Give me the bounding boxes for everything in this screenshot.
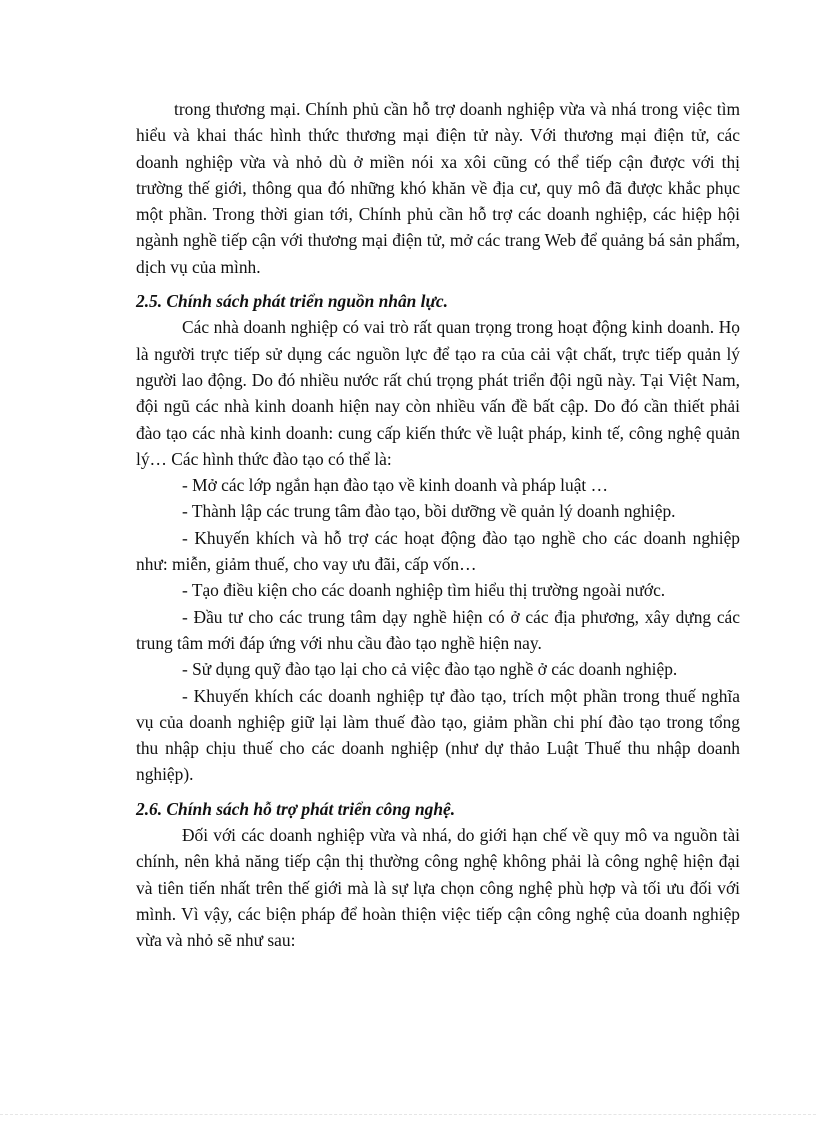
section-2-6-paragraph: Đối với các doanh nghiệp vừa và nhá, do giới hạn chế về quy mô va nguồn tài chính, nên khả năng tiếp cận thị thường công nghệ không phải là công nghệ hiện đại và tiên tiến nhất trên thế giới mà là sự lựa chọn công nghệ phù hợp và tối ưu đối với mình. Vì vậy, các biện pháp để hoàn thiện việc tiếp cận công nghệ của doanh nghiệp vừa và nhỏ sẽ như sau:: [136, 825, 740, 951]
text-column: [136, 96, 740, 954]
list-item: - Khuyến khích và hỗ trợ các hoạt động đào tạo nghề cho các doanh nghiệp như: miễn, giảm thuế, cho vay ưu đãi, cấp vốn…: [136, 527, 740, 575]
intro-paragraph: trong thương mại. Chính phủ cần hỗ trợ doanh nghiệp vừa và nhá trong việc tìm hiểu và khai thác hình thức thương mại điện tử này. Với thương mại điện tử, các doanh nghiệp vừa và nhỏ dù ở miền nói xa xôi cũng có thể tiếp cận được với thị trường thế giới, thông qua đó những khó khăn về địa cư, quy mô đã được khắc phục một phần. Trong thời gian tới, Chính phủ cần hỗ trợ các doanh nghiệp, các hiệp hội ngành nghề tiếp cận với thương mại điện tử, mở các trang Web để quảng bá sản phẩm, dịch vụ của mình.: [136, 99, 740, 277]
list-item: - Thành lập các trung tâm đào tạo, bồi dưỡng về quản lý doanh nghiệp.: [182, 501, 676, 522]
section-2-5-paragraph: Các nhà doanh nghiệp có vai trò rất quan trọng trong hoạt động kinh doanh. Họ là người trực tiếp sử dụng các nguồn lực để tạo ra của cải vật chất, trực tiếp quản lý người lao động. Do đó nhiều nước rất chú trọng phát triển đội ngũ này. Tại Việt Nam, đội ngũ các nhà kinh doanh hiện nay còn nhiều vấn đề bất cập. Do đó cần thiết phải đào tạo các nhà kinh doanh: cung cấp kiến thức về luật pháp, kinh tế, công nghệ quản lý… Các hình thức đào tạo có thể là:: [136, 317, 740, 469]
section-2-5-heading: 2.5. Chính sách phát triển nguồn nhân lực.: [136, 291, 448, 312]
page-bottom-divider: [0, 1114, 816, 1115]
list-item: - Tạo điều kiện cho các doanh nghiệp tìm hiểu thị trường ngoài nước.: [182, 580, 666, 601]
list-item: - Mở các lớp ngắn hạn đào tạo về kinh doanh và pháp luật …: [182, 475, 608, 496]
training-bullet-list: [136, 472, 740, 788]
list-item: - Đầu tư cho các trung tâm dạy nghề hiện có ở các địa phương, xây dựng các trung tâm mới đáp ứng với nhu cầu đào tạo nghề hiện nay.: [136, 606, 740, 653]
section-2-6-heading: 2.6. Chính sách hỗ trợ phát triển công nghệ.: [136, 798, 456, 819]
list-item: - Khuyến khích các doanh nghiệp tự đào tạo, trích một phần trong thuế nghĩa vụ của doanh nghiệp giữ lại làm thuế đào tạo, giảm phần chi phí đào tạo trong tổng thu nhập chịu thuế cho các doanh nghiệp (như dự thảo Luật Thuế thu nhập doanh nghiệp).: [136, 685, 740, 785]
list-item: - Sử dụng quỹ đào tạo lại cho cả việc đào tạo nghề ở các doanh nghiệp.: [182, 659, 678, 680]
